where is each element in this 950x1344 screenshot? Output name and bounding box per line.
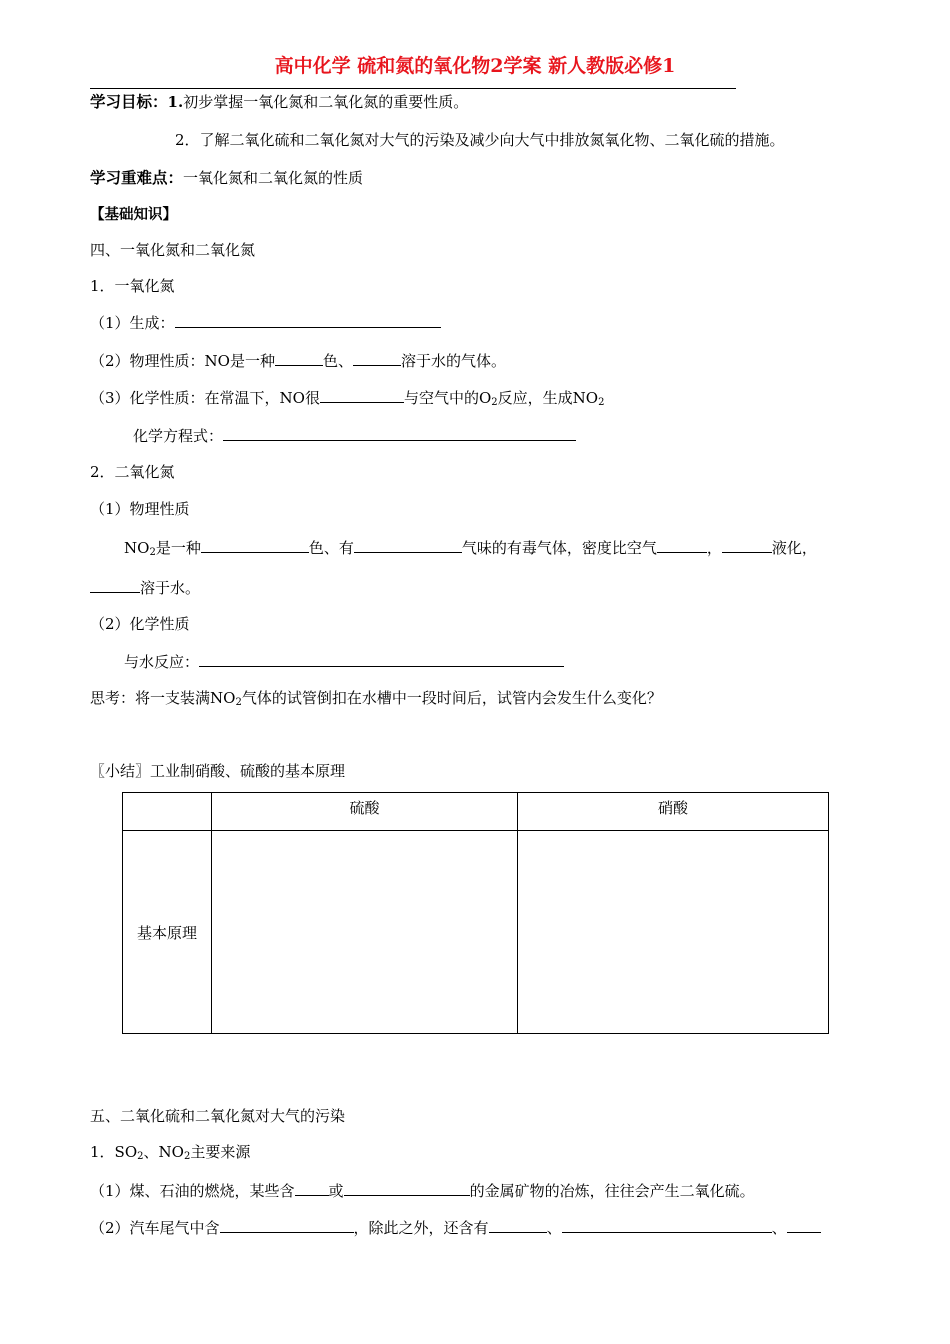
key-points-line	[90, 168, 363, 188]
learning-goal-1: 初步掌握一氧化氮和二氧化氮的重要性质。	[183, 93, 469, 111]
answer-blank[interactable]	[344, 1180, 470, 1196]
summary-table-row	[123, 831, 829, 1034]
title-underline	[90, 88, 736, 89]
no2-physical-heading: （1）物理性质	[90, 500, 190, 518]
column-header-nitric-acid: 硝酸	[518, 793, 829, 831]
answer-blank[interactable]	[722, 537, 772, 553]
answer-blank[interactable]	[489, 1217, 547, 1233]
no-heading: 1．一氧化氮	[90, 277, 175, 295]
no2-physical-line-cont: 溶于水。	[90, 577, 200, 598]
learning-goals-line: 学习目标：1.初步掌握一氧化氮和二氧化氮的重要性质。	[90, 93, 469, 111]
answer-blank[interactable]	[220, 1217, 354, 1233]
no2-chemical-heading: （2）化学性质	[90, 615, 190, 633]
answer-blank[interactable]	[354, 537, 462, 553]
think-question: 思考：将一支装满$NO_2$气体的试管倒扣在水槽中一段时间后，试管内会发生什么变化？	[90, 689, 662, 708]
sulfuric-acid-answer-cell[interactable]	[212, 831, 518, 1034]
no2-heading: 2．二氧化氮	[90, 463, 175, 481]
answer-blank[interactable]	[201, 537, 309, 553]
no2-water-reaction-line: 与水反应：	[124, 651, 564, 672]
answer-blank[interactable]	[223, 425, 576, 441]
summary-table-header-row	[123, 793, 829, 831]
learning-goal-2: 2．了解二氧化硫和二氧化氮对大气的污染及减少向大气中排放氮氧化物、二氧化硫的措施。	[175, 131, 785, 149]
nitric-acid-answer-cell[interactable]	[518, 831, 829, 1034]
answer-blank[interactable]	[562, 1217, 772, 1233]
answer-blank[interactable]	[199, 651, 564, 667]
answer-blank[interactable]	[353, 350, 401, 366]
no-equation-line: 化学方程式：	[133, 425, 576, 446]
answer-blank[interactable]	[175, 312, 441, 328]
document-title: 高中化学 硫和氮的氧化物2学案 新人教版必修1	[274, 55, 676, 77]
answer-blank[interactable]	[787, 1217, 821, 1233]
key-points-label: 学习重难点：	[90, 169, 184, 187]
column-header-sulfuric-acid: 硫酸	[212, 793, 518, 831]
summary-corner-cell	[123, 793, 212, 831]
section-4-heading: 四、一氧化氮和二氧化氮	[90, 241, 256, 259]
answer-blank[interactable]	[295, 1180, 329, 1196]
answer-blank[interactable]	[90, 577, 140, 593]
summary-caption: 〖小结〗工业制硝酸、硫酸的基本原理	[90, 762, 346, 780]
basics-heading: 【基础知识】	[90, 207, 177, 223]
pollution-source-2: （2）汽车尾气中含 ，除此之外，还含有 、 、	[90, 1217, 821, 1238]
learning-goals-label: 学习目标：	[90, 93, 168, 111]
pollution-sources-heading: 1．$SO_2$、$NO_2$主要来源	[90, 1143, 251, 1162]
no-generation-line: （1）生成：	[90, 312, 441, 333]
no-physical-line: （2）物理性质：NO是一种 色、 溶于水的气体。	[90, 352, 506, 370]
no2-physical-line: $NO_2$是一种 色、有 气味的有毒气体，密度比空气 ， 液化，	[124, 539, 817, 558]
summary-table	[122, 792, 829, 1034]
answer-blank[interactable]	[320, 387, 404, 403]
key-points-text: 一氧化氮和二氧化氮的性质	[183, 169, 364, 187]
row-header-basic-principle: 基本原理	[123, 831, 212, 1034]
section-5-heading: 五、二氧化硫和二氧化氮对大气的污染	[90, 1107, 346, 1125]
answer-blank[interactable]	[275, 350, 323, 366]
pollution-source-1: （1）煤、石油的燃烧，某些含 或 的金属矿物的冶炼，往往会产生二氧化硫。	[90, 1182, 755, 1200]
no-chemical-line: （3）化学性质：在常温下，NO很 与空气中的$O_2$反应，生成$NO_2$	[90, 389, 605, 408]
answer-blank[interactable]	[657, 537, 707, 553]
